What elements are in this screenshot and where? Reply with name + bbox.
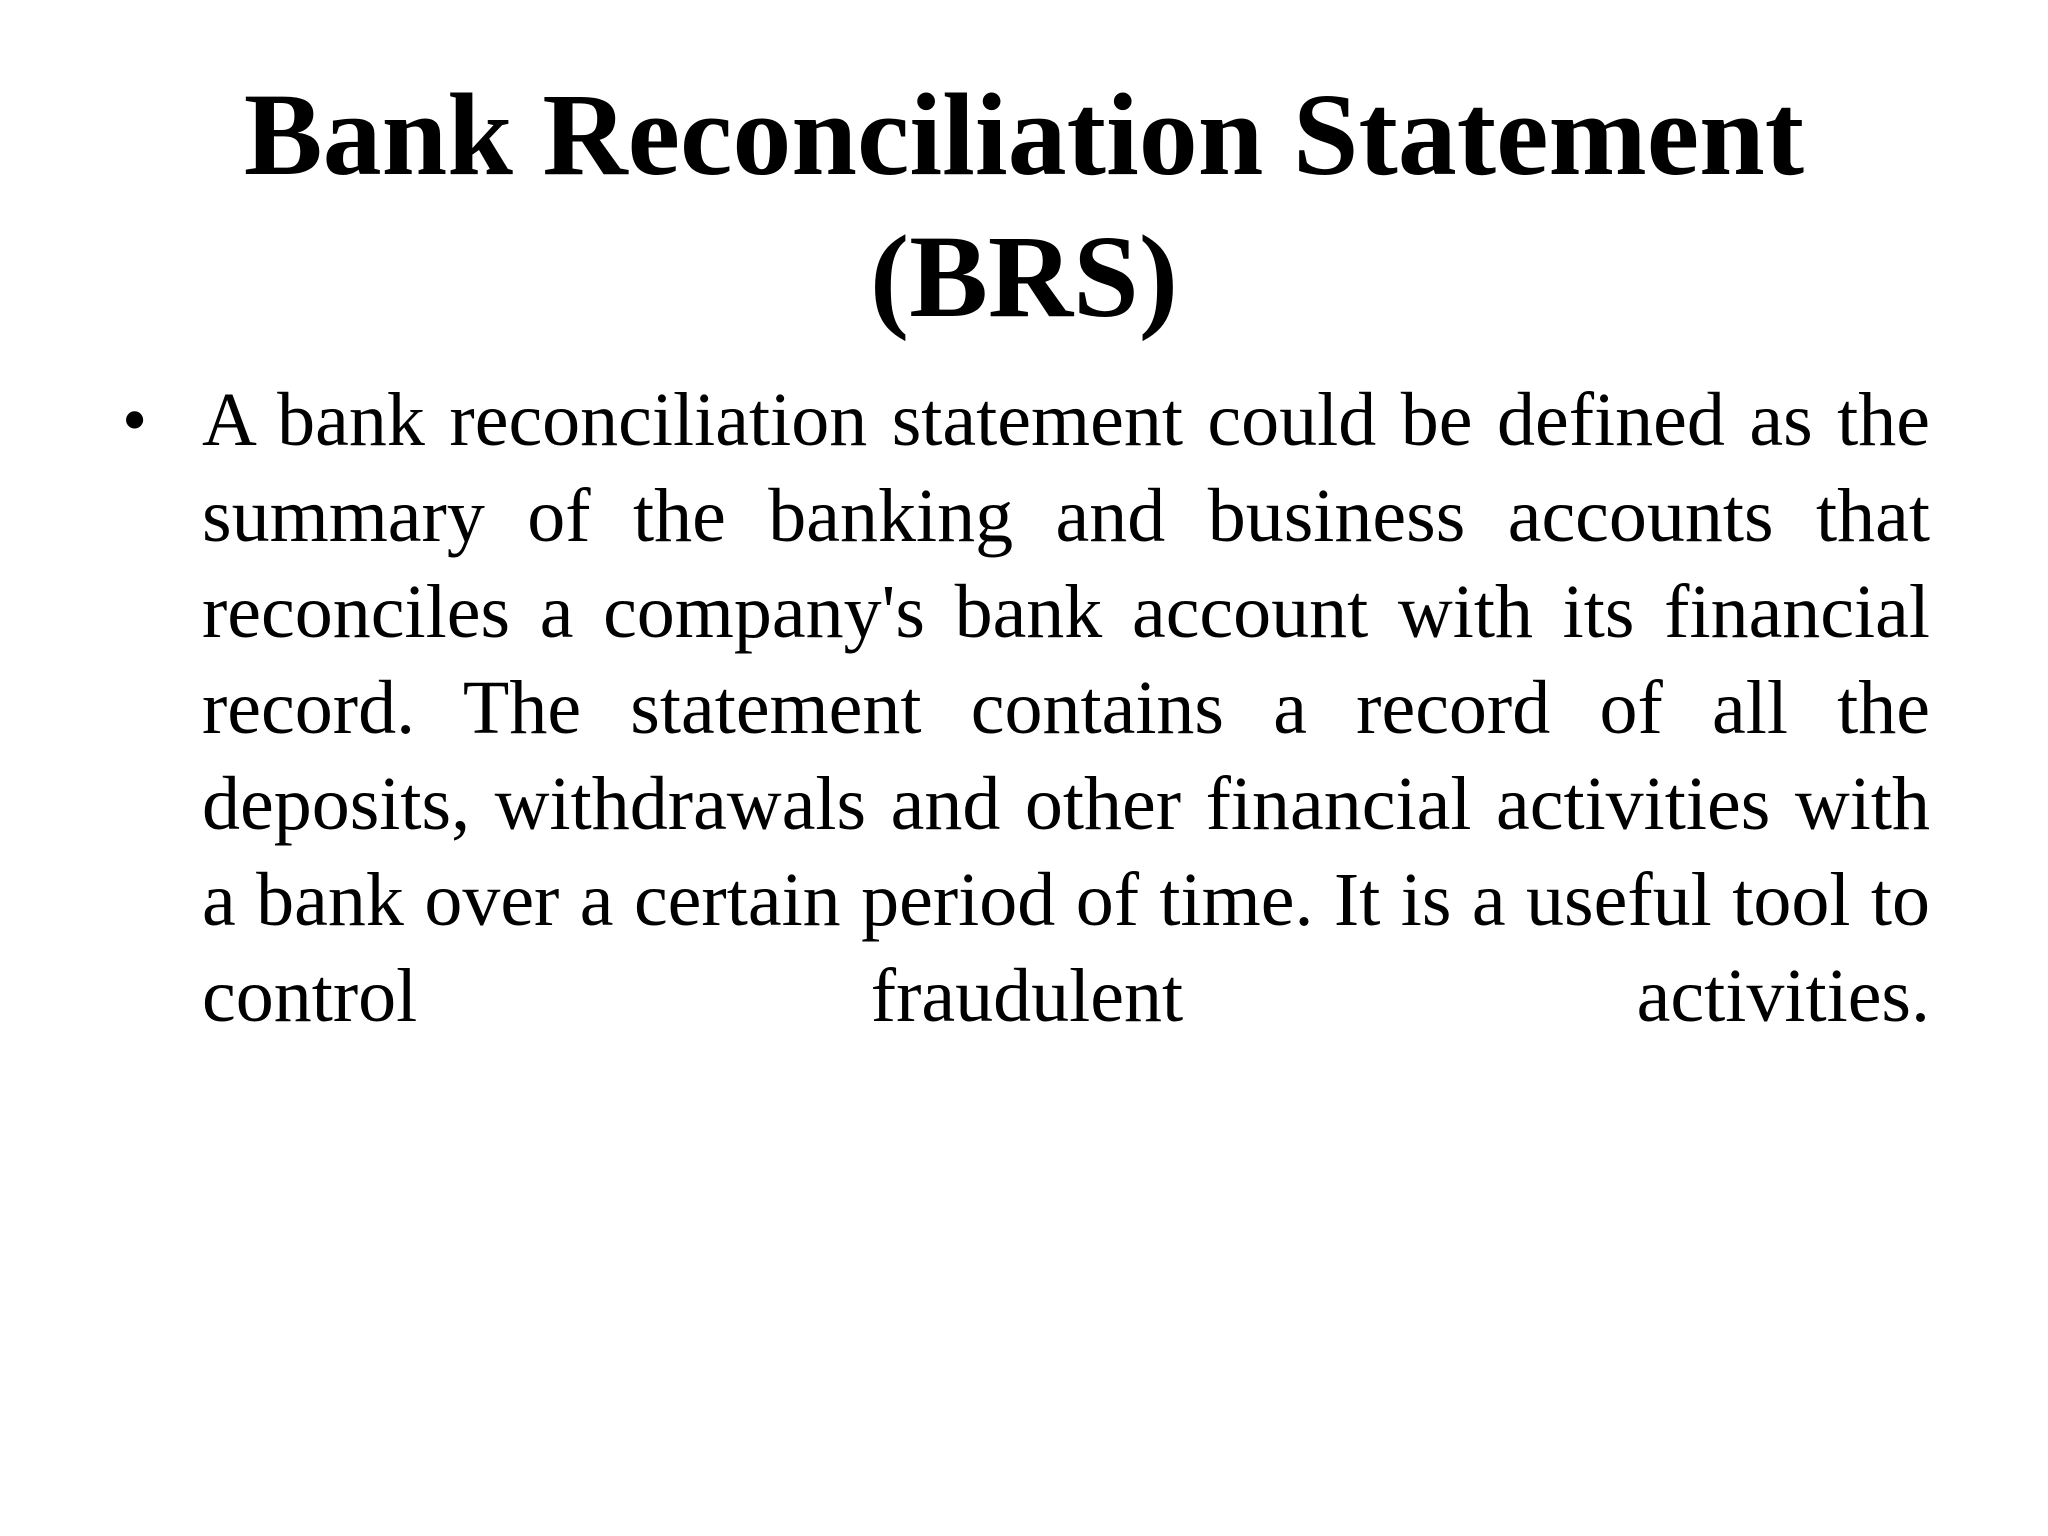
slide-title-line-1: Bank Reconciliation Statement [243,69,1805,200]
bullet-text: A bank reconciliation statement could be defined as the summary of the banking and business accounts that reconciles a company's bank account with its financial record. The statement contains a record of all the deposits, withdrawals and other financial activities with a bank over a certain period of time. It is a useful tool to control fraudulent activities. [202,378,1930,1038]
bullet-marker: • [122,380,148,460]
bullet-item [118,372,1930,1044]
bullet-list [118,372,1930,1044]
slide-title-line-2: (BRS) [869,211,1179,342]
slide-title [120,64,1928,348]
